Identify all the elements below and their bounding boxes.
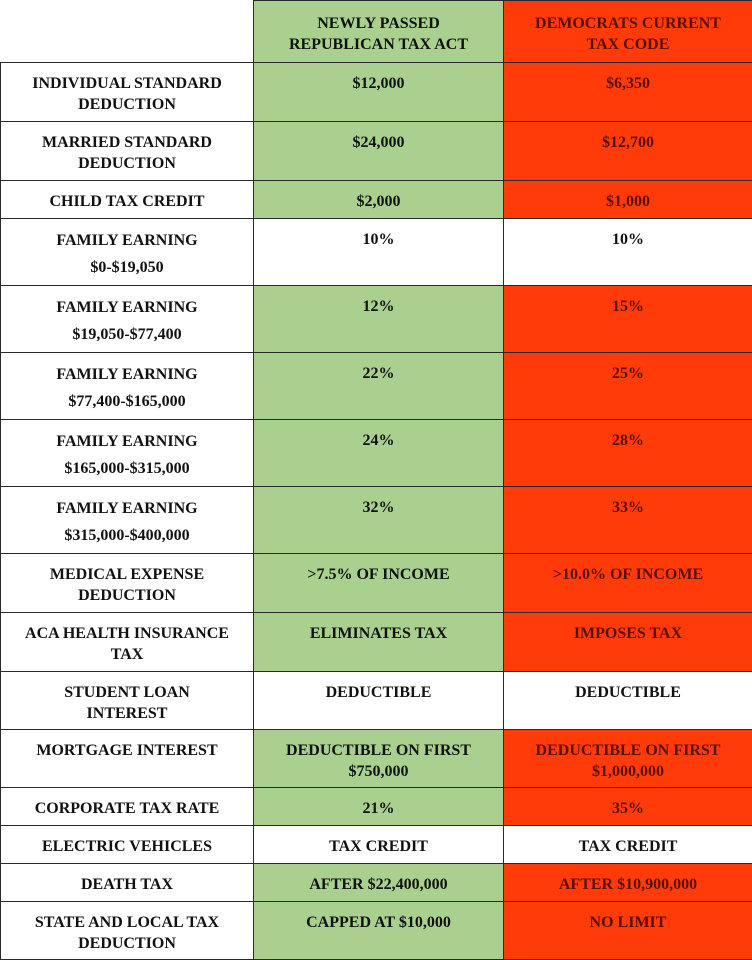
democrat-value [504, 181, 752, 219]
democrat-value [504, 63, 752, 122]
democrat-value [504, 613, 752, 672]
democrat-value-line1: $12,700 [602, 134, 654, 151]
republican-value [254, 826, 504, 864]
democrat-header-line2: TAX CODE [586, 36, 670, 53]
table-row [1, 181, 752, 219]
republican-value [254, 672, 504, 730]
row-label-line1: DEATH TAX [80, 876, 173, 893]
democrat-value [504, 487, 752, 554]
democrat-value-line1: 28% [612, 432, 644, 449]
table-row [1, 420, 752, 487]
democrat-value [504, 122, 752, 181]
republican-value [254, 420, 504, 487]
table-body [1, 63, 752, 960]
row-label-line1: MARRIED STANDARD [42, 134, 212, 151]
republican-value-line1: $24,000 [352, 134, 405, 151]
democrat-value-line1: $1,000 [606, 193, 650, 210]
republican-value-line1: AFTER $22,400,000 [309, 876, 448, 893]
democrat-value [504, 730, 752, 788]
row-label-line1: MORTGAGE INTEREST [36, 742, 218, 759]
row-label-line2: $19,050-$77,400 [72, 326, 182, 343]
row-label [1, 864, 254, 902]
republican-value-line1: 22% [362, 365, 395, 382]
democrat-value-line1: 25% [612, 365, 644, 382]
republican-value-line1: TAX CREDIT [329, 838, 428, 855]
table-row [1, 613, 752, 672]
row-label-line1: ELECTRIC VEHICLES [42, 838, 212, 855]
row-label-line1: INDIVIDUAL STANDARD [32, 75, 222, 92]
row-label [1, 286, 254, 353]
table-row [1, 63, 752, 122]
table-row [1, 219, 752, 286]
republican-value-line1: >7.5% OF INCOME [307, 566, 450, 583]
democrat-value [504, 219, 752, 286]
row-label [1, 63, 254, 122]
republican-value [254, 864, 504, 902]
republican-value-line1: CAPPED AT $10,000 [306, 914, 451, 931]
republican-value-line1: $2,000 [356, 193, 401, 210]
republican-header-line2: REPUBLICAN TAX ACT [289, 36, 468, 53]
republican-value [254, 730, 504, 788]
row-label [1, 353, 254, 420]
democrat-value-line1: 35% [612, 800, 644, 817]
democrat-value-line1: 33% [612, 499, 644, 516]
republican-value [254, 122, 504, 181]
table-row [1, 730, 752, 788]
democrat-value-line1: 10% [612, 231, 644, 248]
democrat-value-line2: $1,000,000 [592, 763, 664, 780]
democrat-value-line1: IMPOSES TAX [573, 625, 683, 642]
row-label [1, 613, 254, 672]
democrat-value [504, 286, 752, 353]
row-label-line2: DEDUCTION [78, 96, 176, 113]
row-label [1, 122, 254, 181]
row-label-line1: CORPORATE TAX RATE [34, 800, 220, 817]
republican-value [254, 63, 504, 122]
table-row [1, 353, 752, 420]
table-row [1, 554, 752, 613]
republican-value-line1: DEDUCTIBLE [325, 684, 432, 701]
republican-value [254, 353, 504, 420]
row-label-line2: $77,400-$165,000 [68, 393, 186, 410]
corner-cell [1, 1, 254, 63]
table-row [1, 672, 752, 730]
republican-value [254, 788, 504, 826]
republican-header [254, 1, 504, 63]
row-label-line2: DEDUCTION [78, 587, 176, 604]
table-row [1, 826, 752, 864]
row-label-line2: $315,000-$400,000 [64, 527, 190, 544]
row-label-line2: $0-$19,050 [90, 259, 164, 276]
democrat-value [504, 902, 752, 960]
table-row [1, 788, 752, 826]
republican-value-line1: 12% [362, 298, 395, 315]
row-label-line1: FAMILY EARNING [56, 366, 198, 383]
row-label-line1: FAMILY EARNING [56, 232, 198, 249]
democrat-header-line1: DEMOCRATS CURRENT [535, 15, 721, 32]
republican-value [254, 286, 504, 353]
row-label-line1: ACA HEALTH INSURANCE [25, 625, 229, 642]
democrat-value-line1: >10.0% OF INCOME [552, 566, 704, 583]
row-label-line2: $165,000-$315,000 [64, 460, 190, 477]
table-row [1, 286, 752, 353]
row-label-line1: MEDICAL EXPENSE [49, 566, 205, 583]
democrat-value [504, 826, 752, 864]
row-label-line2: DEDUCTION [78, 935, 176, 952]
row-label-line1: FAMILY EARNING [56, 299, 198, 316]
democrat-value-line1: 15% [612, 298, 644, 315]
republican-value [254, 613, 504, 672]
republican-value [254, 487, 504, 554]
row-label-line1: FAMILY EARNING [56, 500, 198, 517]
democrat-value-line1: DEDUCTIBLE [575, 684, 681, 701]
row-label [1, 788, 254, 826]
row-label-line1: STATE AND LOCAL TAX [34, 914, 220, 931]
republican-value-line1: ELIMINATES TAX [309, 625, 448, 642]
row-label-line1: STUDENT LOAN [64, 684, 190, 701]
republican-value [254, 554, 504, 613]
democrat-value-line1: TAX CREDIT [578, 838, 678, 855]
republican-value-line1: 21% [362, 800, 395, 817]
democrat-value [504, 420, 752, 487]
democrat-value [504, 788, 752, 826]
table-row [1, 487, 752, 554]
row-label-line1: CHILD TAX CREDIT [49, 193, 205, 210]
democrat-value [504, 353, 752, 420]
republican-value-line1: 32% [362, 499, 395, 516]
republican-value-line1: DEDUCTIBLE ON FIRST [286, 742, 471, 759]
republican-header-line1: NEWLY PASSED [317, 15, 440, 32]
row-label [1, 554, 254, 613]
row-label [1, 672, 254, 730]
row-label [1, 181, 254, 219]
table-row [1, 902, 752, 960]
row-label-line2: DEDUCTION [78, 155, 176, 172]
republican-value-line2: $750,000 [348, 763, 409, 780]
row-label [1, 487, 254, 554]
democrat-value [504, 672, 752, 730]
table-row [1, 122, 752, 181]
democrat-value [504, 554, 752, 613]
row-label [1, 219, 254, 286]
republican-value-line1: $12,000 [352, 75, 405, 92]
row-label-line1: FAMILY EARNING [56, 433, 198, 450]
row-label [1, 902, 254, 960]
row-label-line2: TAX [110, 646, 144, 663]
row-label [1, 826, 254, 864]
democrat-value [504, 864, 752, 902]
republican-value [254, 181, 504, 219]
democrat-value-line1: DEDUCTIBLE ON FIRST [535, 742, 721, 759]
row-label [1, 730, 254, 788]
row-label-line2: INTEREST [86, 705, 168, 722]
table-row [1, 864, 752, 902]
democrat-header [504, 1, 752, 63]
republican-value-line1: 24% [362, 432, 395, 449]
democrat-value-line1: NO LIMIT [589, 914, 667, 931]
row-label [1, 420, 254, 487]
republican-value-line1: 10% [362, 231, 395, 248]
republican-value [254, 219, 504, 286]
republican-value [254, 902, 504, 960]
header-row [1, 1, 752, 63]
democrat-value-line1: AFTER $10,900,000 [558, 876, 698, 893]
democrat-value-line1: $6,350 [606, 75, 650, 92]
